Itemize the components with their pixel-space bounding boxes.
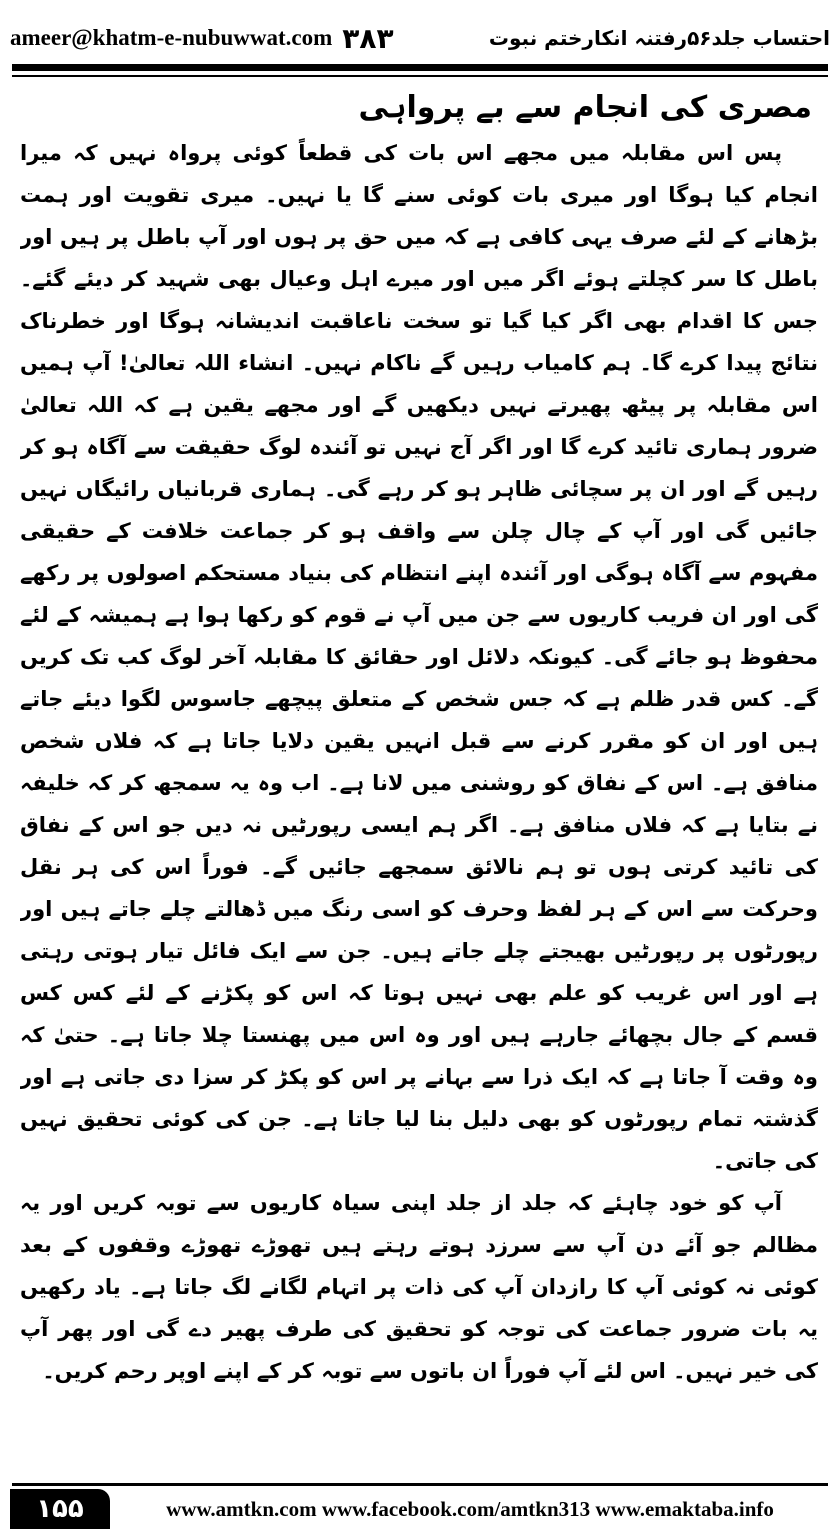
- section-heading: مصری کی انجام سے بے پرواہی: [358, 90, 812, 125]
- paragraph-2: آپ کو خود چاہئے کہ جلد از جلد اپنی سیاہ کاریوں سے توبہ کریں اور یہ مظالم جو آئے دن آپ سے سرزد ہوتے رہتے ہیں تھوڑے تھوڑے وقفوں کے بعد کوئی نہ کوئی آپ کا رازدان آپ کی ذات پر اتہام لگانے لگ جاتا ہے۔ یاد رکھیں یہ بات ضرور جماعت کی توجہ کو تحقیق کی طرف پھیر دے گی اور پھر آپ کی خیر نہیں۔ اس لئے آپ فوراً ان باتوں سے توبہ کر کے اپنے اوپر رحم کریں۔: [20, 1191, 818, 1383]
- footer-rule: [12, 1483, 828, 1486]
- paragraph-1: پس اس مقابلہ میں مجھے اس بات کی قطعاً کوئی پرواہ نہیں کہ میرا انجام کیا ہوگا اور میری بات کوئی سنے گا یا نہیں۔ میری تقویت اور ہمت بڑھانے کے لئے صرف یہی کافی ہے کہ میں حق پر ہوں اور آپ باطل پر ہیں اور باطل کا سر کچلتے ہوئے اگر میں اور میرے اہل وعیال بھی شہید کر دیئے گئے۔ جس کا اقدام بھی اگر کیا گیا تو سخت ناعاقبت اندیشانہ ہوگا اور خطرناک نتائج پیدا کرے گا۔ ہم کامیاب رہیں گے ناکام نہیں۔ انشاء اللہ تعالیٰ! آپ ہمیں اس مقابلہ پر پیٹھ پھیرتے نہیں دیکھیں گے اور مجھے یقین ہے کہ اللہ تعالیٰ ضرور ہماری تائید کرے گا اور اگر آج نہیں تو آئندہ لوگ حقیقت سے آگاہ ہو کر رہیں گے اور ان پر سچائی ظاہر ہو کر رہے گی۔ ہماری قربانیاں رائیگاں نہیں جائیں گی اور آپ کے چال چلن سے واقف ہو کر جماعت خلافت کے حقیقی مفہوم سے آگاہ ہوگی اور آئندہ اپنے انتظام کی بنیاد مستحکم اصولوں پر رکھے گی اور ان فریب کاریوں سے جن میں آپ نے قوم کو رکھا ہوا ہے ہمیشہ کے لئے محفوظ ہو جائے گی۔ کیونکہ دلائل اور حقائق کا مقابلہ آخر لوگ کب تک کریں گے۔ کس قدر ظلم ہے کہ جس شخص کے متعلق پیچھے جاسوس لگوا دیئے جاتے ہیں اور ان کو مقرر کرنے سے قبل انہیں یقین دلایا جاتا ہے کہ فلاں شخص منافق ہے۔ اس کے نفاق کو روشنی میں لانا ہے۔ اب وہ یہ سمجھ کر کہ خلیفہ نے بتایا ہے کہ فلاں منافق ہے۔ اگر ہم ایسی رپورٹیں نہ دیں جو اس کے نفاق کی تائید کرتی ہوں تو ہم نالائق سمجھے جائیں گے۔ فوراً اس کی ہر نقل وحرکت سے اس کے ہر لفظ وحرف کو اسی رنگ میں ڈھالتے چلے جاتے ہیں اور رپورٹوں پر رپورٹیں بھیجتے چلے جاتے ہیں۔ جن سے ایک فائل تیار ہوتی رہتی ہے اور اس غریب کو علم بھی نہیں ہوتا کہ اس کو پکڑنے کے لئے کس کس قسم کے جال بچھائے جارہے ہیں اور وہ اس میں پھنستا چلا جاتا ہے۔ حتیٰ کہ وہ وقت آ جاتا ہے کہ ایک ذرا سے بہانے پر اس کو پکڑ کر سزا دی جاتی ہے اور گذشتہ تمام رپورٹوں کو بھی دلیل بنا لیا جاتا ہے۔ جن کی کوئی تحقیق نہیں کی جاتی۔: [20, 141, 818, 1173]
- header-left-group: [10, 22, 394, 55]
- header-rule-thick: [12, 64, 828, 71]
- header-email: ameer@khatm-e-nubuwwat.com: [10, 25, 333, 50]
- page-footer: [10, 1488, 830, 1530]
- footer-urls: www.amtkn.com www.facebook.com/amtkn313 www.emaktaba.info: [166, 1496, 774, 1521]
- header-book-title: احتساب جلد۵۶رفتنہ انکارختم نبوت: [488, 26, 830, 50]
- page-header: [10, 18, 830, 58]
- page-content: [20, 84, 818, 1474]
- header-rule-thin: [12, 75, 828, 77]
- header-page-number: ۳۸۳: [342, 21, 394, 55]
- footer-page-badge: ۱۵۵: [10, 1489, 110, 1529]
